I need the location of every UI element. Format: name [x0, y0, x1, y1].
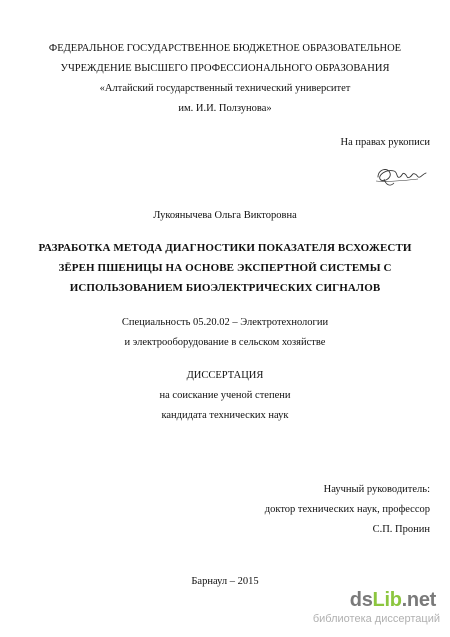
specialty-line-2: и электрооборудование в сельском хозяйстве — [124, 337, 326, 348]
header-line-2: УЧРЕЖДЕНИЕ ВЫСШЕГО ПРОФЕССИОНАЛЬНОГО ОБРАЗОВАНИЯ — [60, 63, 390, 74]
supervisor-degree: доктор технических наук, профессор — [264, 504, 430, 515]
supervisor-label: Научный руководитель: — [323, 484, 430, 495]
supervisor-name: С.П. Пронин — [372, 524, 430, 535]
degree-line-1: на соискание ученой степени — [159, 390, 291, 401]
dslib-logo — [350, 589, 436, 612]
logo-ds: ds — [349, 589, 373, 611]
manuscript-note: На правах рукописи — [340, 137, 430, 148]
author-name: Лукоянычева Ольга Викторовна — [153, 210, 297, 221]
title-line-3: ИСПОЛЬЗОВАНИЕМ БИОЭЛЕКТРИЧЕСКИХ СИГНАЛОВ — [69, 282, 381, 294]
degree-line-2: кандидата технических наук — [161, 410, 289, 421]
dslib-watermark — [312, 589, 442, 631]
watermark-subtitle: библиотека диссертаций — [312, 613, 440, 625]
place-year: Барнаул – 2015 — [191, 576, 259, 587]
work-type: ДИССЕРТАЦИЯ — [186, 370, 264, 381]
title-line-2: ЗЁРЕН ПШЕНИЦЫ НА ОСНОВЕ ЭКСПЕРТНОЙ СИСТЕМЫ С — [58, 262, 392, 274]
title-line-1: РАЗРАБОТКА МЕТОДА ДИАГНОСТИКИ ПОКАЗАТЕЛЯ ВСХОЖЕСТИ — [38, 242, 412, 254]
header-line-3: «Алтайский государственный технический университет — [99, 83, 351, 94]
logo-lib: Lib — [372, 589, 402, 611]
header-line-4: им. И.И. Ползунова» — [178, 103, 272, 114]
logo-net: .net — [401, 589, 436, 611]
header-line-1: ФЕДЕРАЛЬНОЕ ГОСУДАРСТВЕННОЕ БЮДЖЕТНОЕ ОБРАЗОВАТЕЛЬНОЕ — [48, 43, 402, 54]
specialty-line-1: Специальность 05.20.02 – Электротехнологии — [121, 317, 329, 328]
signature-image — [372, 161, 430, 191]
